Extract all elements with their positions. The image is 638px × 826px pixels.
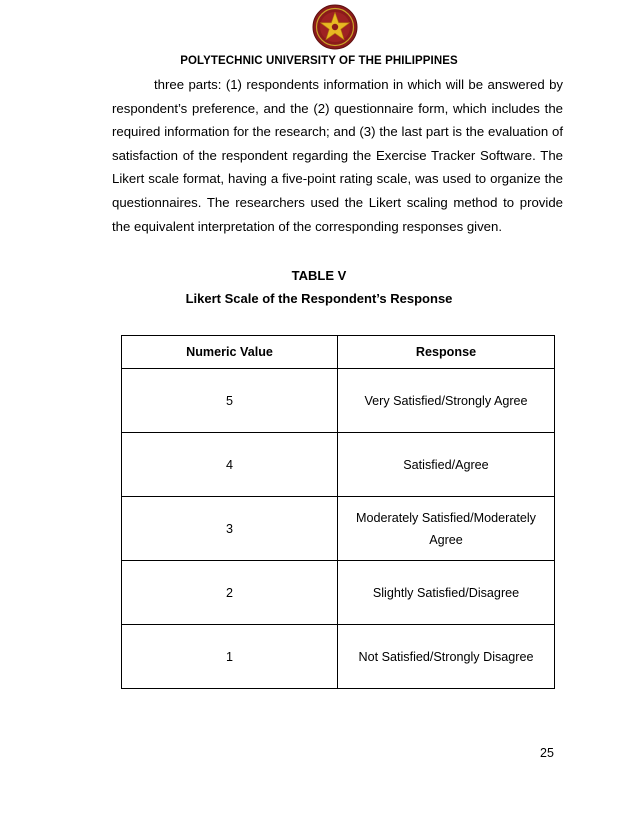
page-number: 25 [540,746,554,760]
table-title: TABLE V [291,268,347,283]
column-header-response: Response [338,336,555,369]
table-subtitle: Likert Scale of the Respondent’s Response [185,291,453,306]
table-row [122,433,555,497]
numeric-value-cell: 3 [122,497,338,561]
numeric-value-cell: 2 [122,561,338,625]
table-row [122,561,555,625]
table-row [122,369,555,433]
table-row [122,497,555,561]
response-cell: Moderately Satisfied/Moderately Agree [338,497,555,561]
numeric-value-cell: 5 [122,369,338,433]
response-cell: Satisfied/Agree [338,433,555,497]
numeric-value-cell: 4 [122,433,338,497]
likert-scale-table [121,335,555,689]
table-row [122,625,555,689]
university-name: POLYTECHNIC UNIVERSITY OF THE PHILIPPINES [180,55,458,67]
numeric-value-cell: 1 [122,625,338,689]
university-seal-logo [312,4,358,50]
response-cell: Not Satisfied/Strongly Disagree [338,625,555,689]
response-cell: Slightly Satisfied/Disagree [338,561,555,625]
response-cell: Very Satisfied/Strongly Agree [338,369,555,433]
column-header-numeric-value: Numeric Value [122,336,338,369]
table-header-row [122,336,555,369]
body-paragraph: three parts: (1) respondents information in which will be answered by respondent’s preference, and the (2) questionnaire form, which includes the required information for the research; and (3) the last part is the evaluation of satisfaction of the respondent regarding the Exercise Tracker Software. The Likert scale format, having a five-point rating scale, was used to organize the questionnaires. The researchers used the Likert scaling method to provide the equivalent interpretation of the corresponding responses given. [112,77,563,234]
